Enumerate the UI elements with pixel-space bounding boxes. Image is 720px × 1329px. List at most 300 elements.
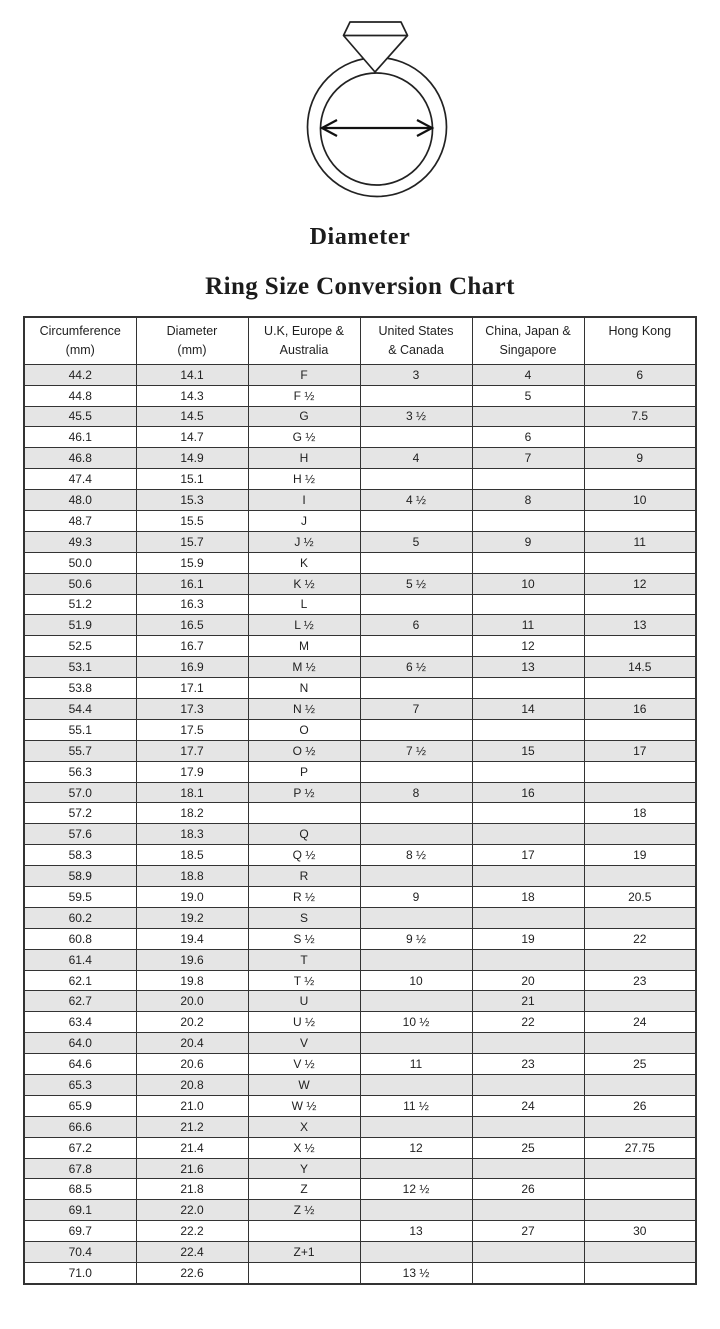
table-cell: 11 [584,531,696,552]
table-cell: 67.2 [24,1137,136,1158]
table-cell: 58.3 [24,845,136,866]
table-cell: 20.4 [136,1033,248,1054]
table-row [24,615,696,636]
column-header-uk-europe-australia: U.K, Europe & Australia [248,317,360,364]
table-row [24,573,696,594]
table-row [24,636,696,657]
table-cell [360,1116,472,1137]
table-cell [472,552,584,573]
table-cell: 22 [584,928,696,949]
table-cell: 67.8 [24,1158,136,1179]
table-cell: 19.8 [136,970,248,991]
table-cell [472,469,584,490]
table-cell: 8 [360,782,472,803]
table-cell [360,719,472,740]
table-cell: 24 [472,1095,584,1116]
table-cell: H ½ [248,469,360,490]
table-cell [472,824,584,845]
table-row [24,782,696,803]
table-cell: 12 [584,573,696,594]
table-cell: 18.3 [136,824,248,845]
table-cell: 44.2 [24,364,136,385]
table-cell: 57.2 [24,803,136,824]
table-cell: 63.4 [24,1012,136,1033]
table-row [24,490,696,511]
table-cell [472,1158,584,1179]
table-cell: 16 [472,782,584,803]
table-cell: 20.2 [136,1012,248,1033]
table-cell: L ½ [248,615,360,636]
table-cell: P [248,761,360,782]
table-cell: 10 [360,970,472,991]
table-cell [584,719,696,740]
table-cell [360,469,472,490]
table-cell: 22.2 [136,1221,248,1242]
table-cell: 23 [584,970,696,991]
table-row [24,719,696,740]
diameter-arrow-icon [322,120,432,136]
table-cell: 53.1 [24,657,136,678]
column-header-us-canada: United States & Canada [360,317,472,364]
table-cell [584,991,696,1012]
table-row [24,928,696,949]
table-cell: P ½ [248,782,360,803]
table-cell: 53.8 [24,678,136,699]
table-cell: U ½ [248,1012,360,1033]
table-cell [584,949,696,970]
table-cell [584,385,696,406]
table-row [24,657,696,678]
table-cell: 57.0 [24,782,136,803]
table-cell: 18.5 [136,845,248,866]
table-row [24,761,696,782]
table-cell: T [248,949,360,970]
table-row [24,469,696,490]
table-cell [360,594,472,615]
table-cell: 15.7 [136,531,248,552]
table-cell [360,803,472,824]
table-cell: 9 [584,448,696,469]
table-row [24,678,696,699]
table-cell [360,1242,472,1263]
table-cell [360,866,472,887]
table-cell: 14.7 [136,427,248,448]
column-header-diameter: Diameter (mm) [136,317,248,364]
table-row [24,887,696,908]
table-cell: 7 ½ [360,740,472,761]
table-row [24,1054,696,1075]
table-row [24,866,696,887]
table-row [24,824,696,845]
table-row [24,1033,696,1054]
table-cell: 19 [472,928,584,949]
table-cell: 70.4 [24,1242,136,1263]
table-cell: 14.9 [136,448,248,469]
table-row [24,991,696,1012]
table-cell [472,1242,584,1263]
table-cell: 5 [360,531,472,552]
table-row [24,406,696,427]
table-cell: 16.5 [136,615,248,636]
table-cell [584,907,696,928]
table-cell: 17.7 [136,740,248,761]
table-cell: 55.7 [24,740,136,761]
table-cell: 51.9 [24,615,136,636]
table-cell: N [248,678,360,699]
table-cell: 19.4 [136,928,248,949]
table-row [24,1158,696,1179]
table-cell: J [248,510,360,531]
table-row [24,552,696,573]
table-cell: 5 [472,385,584,406]
table-cell [472,1075,584,1096]
table-cell [472,803,584,824]
table-row [24,1137,696,1158]
table-row [24,845,696,866]
table-cell [584,552,696,573]
table-row [24,1095,696,1116]
table-row [24,364,696,385]
table-cell: 15.9 [136,552,248,573]
table-cell [248,1221,360,1242]
table-cell: 9 [472,531,584,552]
table-cell: 6 [584,364,696,385]
table-cell [472,1033,584,1054]
column-header-hong-kong: Hong Kong [584,317,696,364]
table-cell: 26 [472,1179,584,1200]
table-cell [584,1033,696,1054]
table-cell: F ½ [248,385,360,406]
table-cell: 56.3 [24,761,136,782]
table-cell: 52.5 [24,636,136,657]
table-cell: 16.1 [136,573,248,594]
table-cell: 16.7 [136,636,248,657]
table-cell: 17 [472,845,584,866]
table-row [24,970,696,991]
table-cell: 14.5 [584,657,696,678]
table-cell: 5 ½ [360,573,472,594]
table-row [24,1012,696,1033]
table-cell: R ½ [248,887,360,908]
table-cell [360,1158,472,1179]
table-cell: 7 [472,448,584,469]
table-cell: 9 ½ [360,928,472,949]
table-cell: V [248,1033,360,1054]
table-cell: 27 [472,1221,584,1242]
table-cell: 13 [584,615,696,636]
table-cell: 48.7 [24,510,136,531]
table-row [24,740,696,761]
table-cell: 9 [360,887,472,908]
table-cell: 17.1 [136,678,248,699]
table-row [24,1179,696,1200]
table-cell: 20 [472,970,584,991]
table-cell [584,594,696,615]
table-row [24,803,696,824]
table-cell [472,866,584,887]
table-cell: 55.1 [24,719,136,740]
table-cell: 19.0 [136,887,248,908]
diamond-ring-icon [300,8,452,208]
table-cell: 4 [360,448,472,469]
table-cell: 62.1 [24,970,136,991]
table-cell: 69.1 [24,1200,136,1221]
table-cell: 18.8 [136,866,248,887]
table-cell: 14.1 [136,364,248,385]
table-cell: 11 [472,615,584,636]
table-cell: W ½ [248,1095,360,1116]
table-cell: 13 [472,657,584,678]
table-cell: 50.0 [24,552,136,573]
table-cell: 25 [472,1137,584,1158]
table-cell: 30 [584,1221,696,1242]
table-cell [360,510,472,531]
table-cell: 50.6 [24,573,136,594]
table-cell: 15.5 [136,510,248,531]
table-cell [472,678,584,699]
table-cell: 58.9 [24,866,136,887]
table-cell [472,1116,584,1137]
ring-size-conversion-table [23,316,697,1285]
table-cell: 22.6 [136,1263,248,1284]
table-cell: X ½ [248,1137,360,1158]
table-cell: 8 ½ [360,845,472,866]
table-cell: 66.6 [24,1116,136,1137]
table-cell: 17.5 [136,719,248,740]
table-cell [360,991,472,1012]
table-cell: 13 [360,1221,472,1242]
table-cell: 24 [584,1012,696,1033]
table-cell: 62.7 [24,991,136,1012]
table-cell [360,1033,472,1054]
table-row [24,427,696,448]
table-cell: 12 ½ [360,1179,472,1200]
table-cell: 17 [584,740,696,761]
table-cell: 13 ½ [360,1263,472,1284]
table-cell: 21.8 [136,1179,248,1200]
table-cell: 15 [472,740,584,761]
table-cell [360,552,472,573]
table-cell [360,678,472,699]
table-cell: T ½ [248,970,360,991]
table-cell [584,1242,696,1263]
table-cell: 12 [472,636,584,657]
table-cell [472,719,584,740]
table-cell: 51.2 [24,594,136,615]
table-cell [584,824,696,845]
table-cell: 7 [360,699,472,720]
page-title: Ring Size Conversion Chart [205,273,515,300]
table-cell: 8 [472,490,584,511]
table-cell [360,385,472,406]
table-cell [248,803,360,824]
table-cell: K [248,552,360,573]
table-cell: 17.9 [136,761,248,782]
table-cell: 6 ½ [360,657,472,678]
table-cell: 25 [584,1054,696,1075]
table-cell [584,469,696,490]
table-cell: 64.6 [24,1054,136,1075]
table-cell [584,427,696,448]
table-cell: 16.3 [136,594,248,615]
table-cell [584,1158,696,1179]
table-cell [584,1179,696,1200]
table-cell [584,1075,696,1096]
table-cell [584,761,696,782]
table-cell: 15.1 [136,469,248,490]
table-cell: Q [248,824,360,845]
table-cell: 57.6 [24,824,136,845]
table-cell: 61.4 [24,949,136,970]
table-cell: Z ½ [248,1200,360,1221]
table-cell: 4 [472,364,584,385]
table-cell: 54.4 [24,699,136,720]
table-cell: 69.7 [24,1221,136,1242]
table-cell [360,1200,472,1221]
table-cell: 21 [472,991,584,1012]
diameter-label: Diameter [309,224,411,250]
table-cell: M ½ [248,657,360,678]
column-header-china-japan-singapore: China, Japan & Singapore [472,317,584,364]
table-row [24,385,696,406]
table-cell: 23 [472,1054,584,1075]
table-cell: 17.3 [136,699,248,720]
table-cell: 19 [584,845,696,866]
table-cell: 71.0 [24,1263,136,1284]
table-cell: 60.2 [24,907,136,928]
table-cell: S [248,907,360,928]
table-header [24,317,696,364]
table-row [24,699,696,720]
table-cell: 20.0 [136,991,248,1012]
table-cell [360,824,472,845]
table-cell [472,907,584,928]
table-cell: Q ½ [248,845,360,866]
table-cell: O [248,719,360,740]
table-cell: 11 [360,1054,472,1075]
table-cell: 21.2 [136,1116,248,1137]
table-cell: I [248,490,360,511]
table-cell [360,761,472,782]
table-cell [472,594,584,615]
table-cell: 21.4 [136,1137,248,1158]
table-row [24,1263,696,1284]
table-cell: 12 [360,1137,472,1158]
table-cell: 68.5 [24,1179,136,1200]
table-row [24,1116,696,1137]
table-cell: R [248,866,360,887]
table-cell: 44.8 [24,385,136,406]
table-row [24,510,696,531]
table-cell: 20.5 [584,887,696,908]
table-cell: Z+1 [248,1242,360,1263]
table-cell: 27.75 [584,1137,696,1158]
table-cell: 47.4 [24,469,136,490]
table-cell [584,1116,696,1137]
table-cell: 46.1 [24,427,136,448]
table-cell: 11 ½ [360,1095,472,1116]
table-row [24,594,696,615]
table-cell: 45.5 [24,406,136,427]
table-cell: 6 [360,615,472,636]
table-cell: 21.6 [136,1158,248,1179]
table-cell: 14 [472,699,584,720]
table-cell [472,1263,584,1284]
table-cell [584,510,696,531]
table-cell: 64.0 [24,1033,136,1054]
table-cell: L [248,594,360,615]
table-cell: 20.6 [136,1054,248,1075]
table-cell: U [248,991,360,1012]
table-cell [360,907,472,928]
table-cell: 20.8 [136,1075,248,1096]
table-cell: 15.3 [136,490,248,511]
table-cell: J ½ [248,531,360,552]
table-cell [360,949,472,970]
table-cell: 18.2 [136,803,248,824]
table-cell: 3 [360,364,472,385]
table-cell [584,1263,696,1284]
table-cell: 14.3 [136,385,248,406]
table-cell [472,949,584,970]
table-cell: 18 [584,803,696,824]
table-cell [360,427,472,448]
table-cell: 49.3 [24,531,136,552]
table-body [24,364,696,1284]
table-row [24,907,696,928]
table-cell: 10 [472,573,584,594]
table-cell [360,636,472,657]
table-cell: 7.5 [584,406,696,427]
table-cell: 18 [472,887,584,908]
table-cell: 46.8 [24,448,136,469]
table-cell: F [248,364,360,385]
table-cell: 21.0 [136,1095,248,1116]
table-row [24,1242,696,1263]
table-cell: 14.5 [136,406,248,427]
table-cell: N ½ [248,699,360,720]
table-cell: 65.3 [24,1075,136,1096]
table-cell: S ½ [248,928,360,949]
table-cell: 19.6 [136,949,248,970]
table-cell: 65.9 [24,1095,136,1116]
table-row [24,531,696,552]
table-cell: K ½ [248,573,360,594]
table-cell: 60.8 [24,928,136,949]
table-cell [584,636,696,657]
table-cell [472,406,584,427]
table-cell [584,1200,696,1221]
table-cell [472,1200,584,1221]
table-row [24,949,696,970]
table-cell: 59.5 [24,887,136,908]
table-cell: Y [248,1158,360,1179]
table-cell: 22 [472,1012,584,1033]
table-cell: W [248,1075,360,1096]
table-cell: 16 [584,699,696,720]
table-cell [248,1263,360,1284]
table-cell [472,761,584,782]
table-cell: G [248,406,360,427]
table-row [24,448,696,469]
table-cell: M [248,636,360,657]
table-cell: 18.1 [136,782,248,803]
table-row [24,1221,696,1242]
table-cell: 22.0 [136,1200,248,1221]
header-row [24,317,696,364]
table-cell [584,866,696,887]
table-cell: 10 ½ [360,1012,472,1033]
